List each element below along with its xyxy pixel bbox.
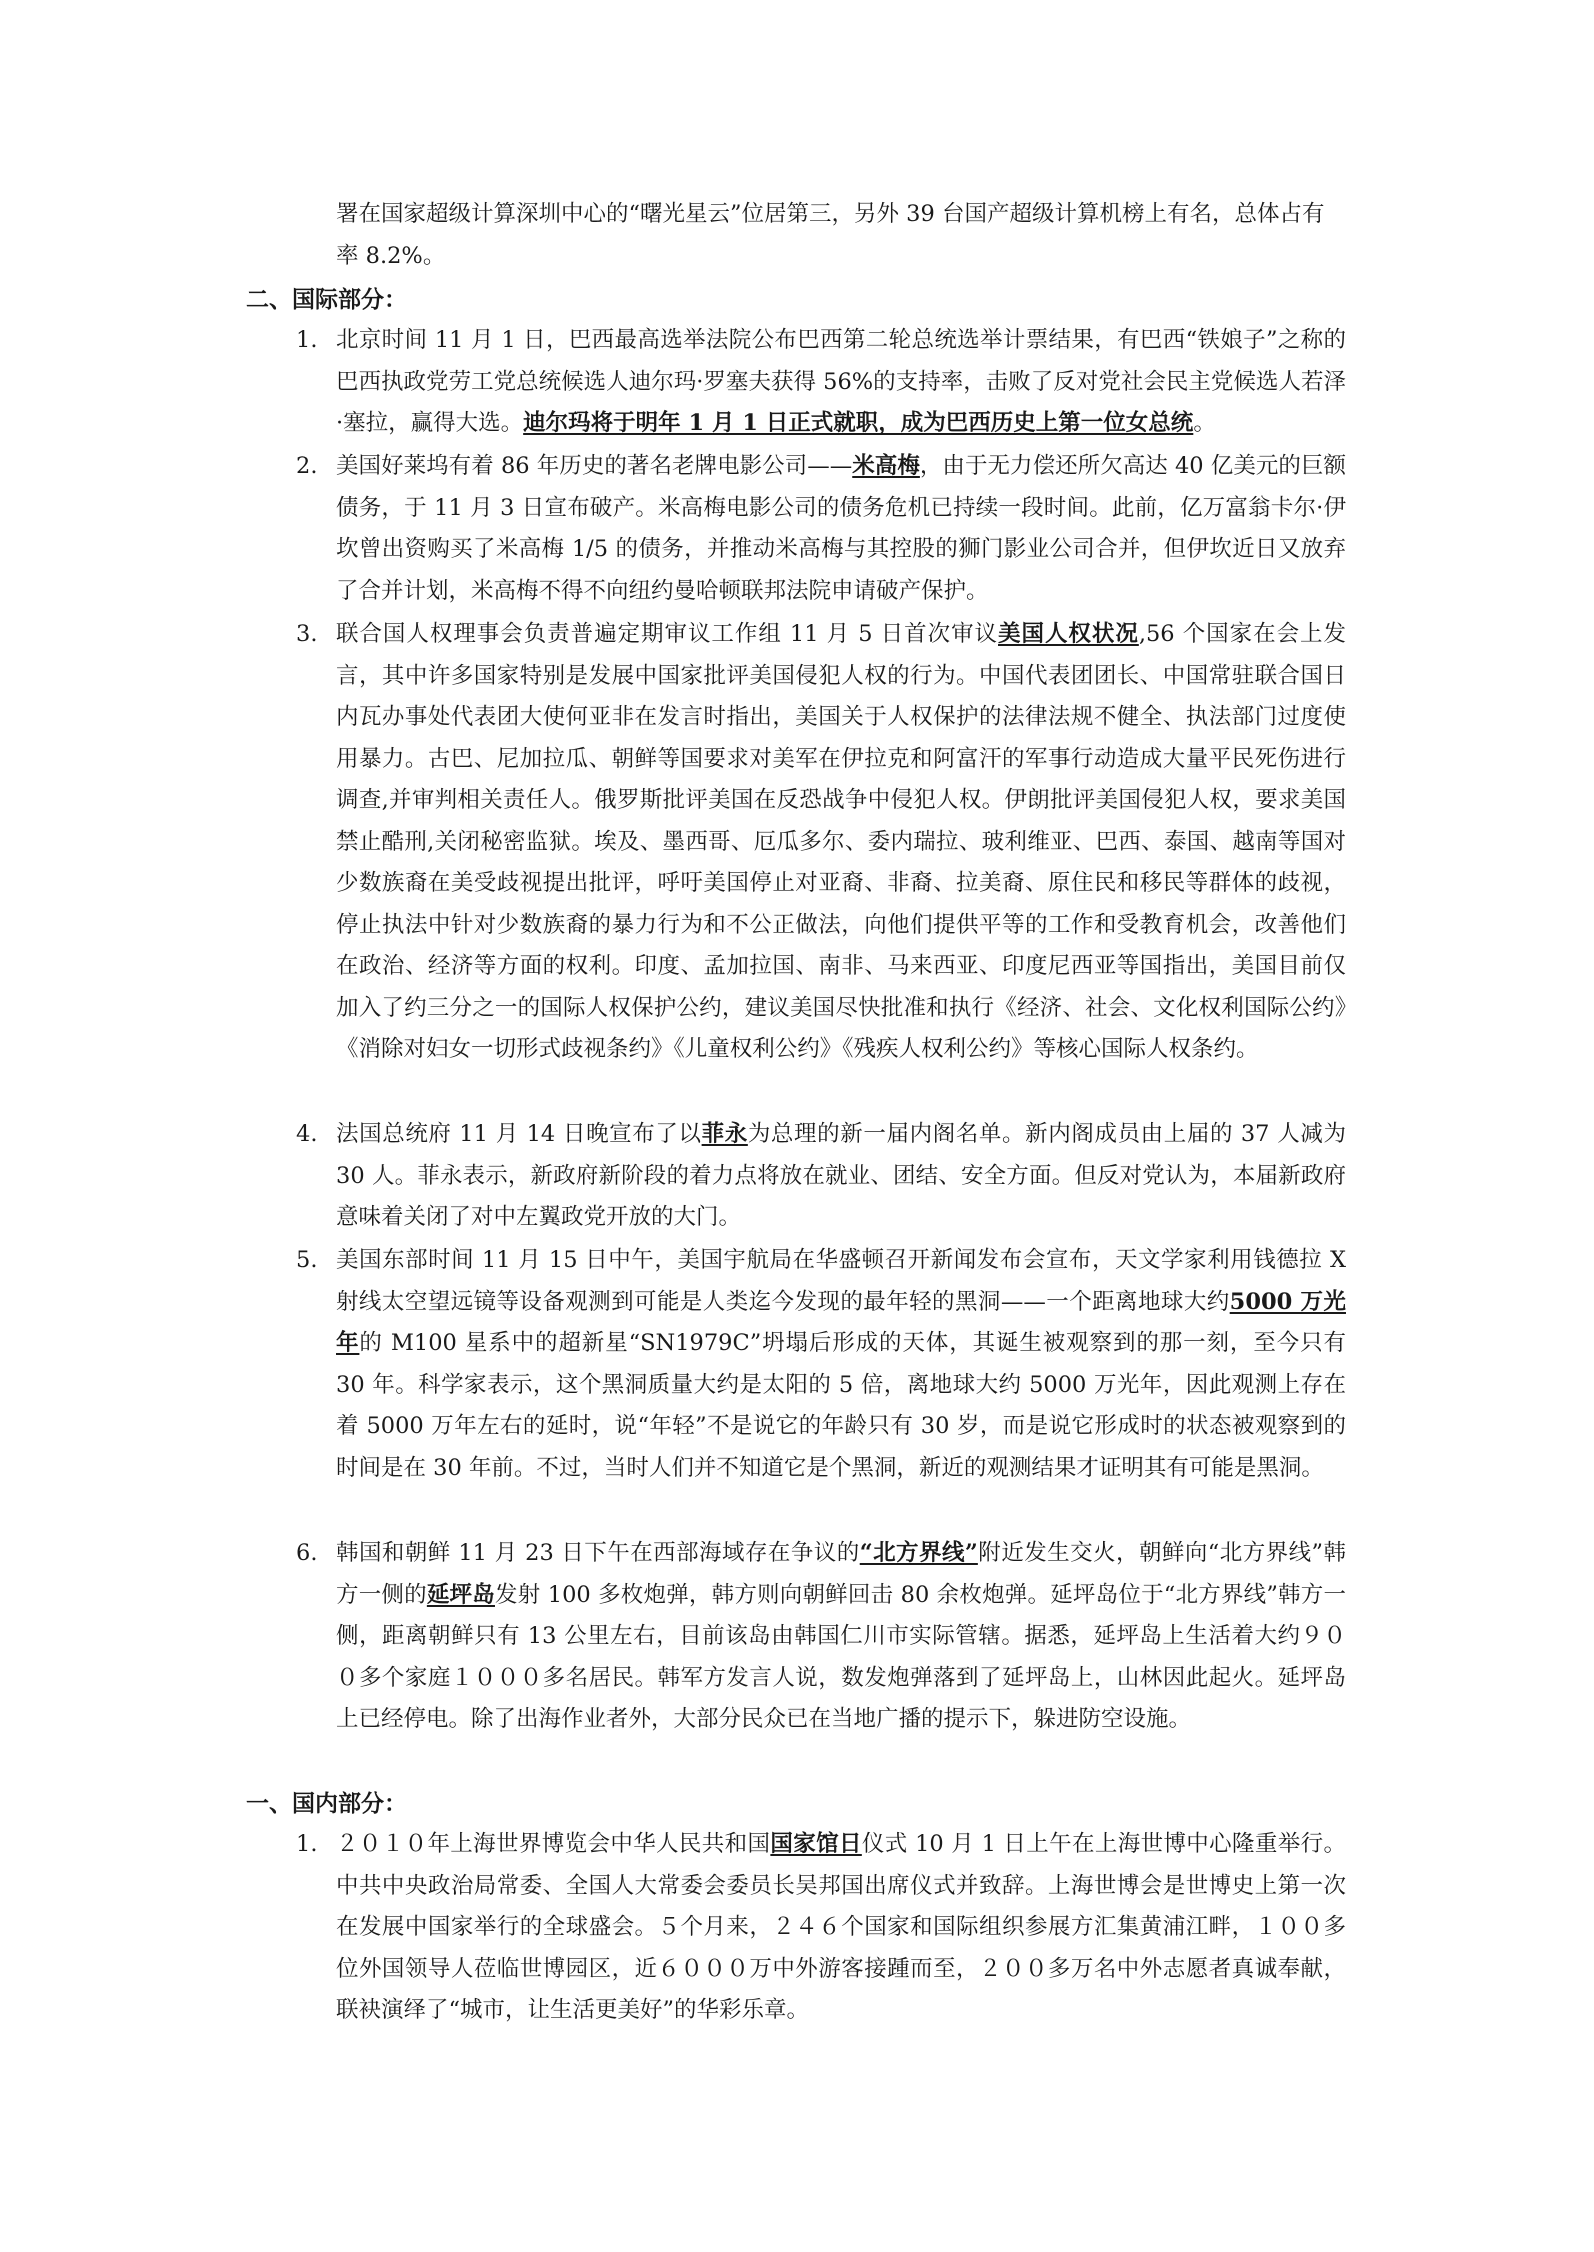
- highlight-text: 美国人权状况: [998, 621, 1139, 647]
- item-number: 2.: [296, 453, 318, 479]
- item-text: 美国好莱坞有着 86 年历史的著名老牌电影公司——米高梅，由于无力偿还所欠高达 40 亿美元的巨额债务，于 11 月 3 日宣布破产。米高梅电影公司的债务危机已持续一段时间。此前，亿万富翁卡尔·伊坎曾出资购买了米高梅 1/5 的债务，并推动米高梅与其控股的狮门影业公司合并，但伊坎近日又放弃了合并计划，米高梅不得不向纽约曼哈顿联邦法院申请破产保护。: [336, 453, 1346, 604]
- item-text: 联合国人权理事会负责普遍定期审议工作组 11 月 5 日首次审议美国人权状况,56 个国家在会上发言，其中许多国家特别是发展中国家批评美国侵犯人权的行为。中国代表团团长、中国常驻联合国日内瓦办事处代表团大使何亚非在发言时指出，美国关于人权保护的法律法规不健全、执法部门过度使用暴力。古巴、尼加拉瓜、朝鲜等国要求对美军在伊拉克和阿富汗的军事行动造成大量平民死伤进行调查,并审判相关责任人。俄罗斯批评美国在反恐战争中侵犯人权。伊朗批评美国侵犯人权，要求美国禁止酷刑,关闭秘密监狱。埃及、墨西哥、厄瓜多尔、委内瑞拉、玻利维亚、巴西、泰国、越南等国对少数族裔在美受歧视提出批评，呼吁美国停止对亚裔、非裔、拉美裔、原住民和移民等群体的歧视，停止执法中针对少数族裔的暴力行为和不公正做法，向他们提供平等的工作和受教育机会，改善他们在政治、经济等方面的权利。印度、孟加拉国、南非、马来西亚、印度尼西亚等国指出，美国目前仅加入了约三分之一的国际人权保护公约，建议美国尽快批准和执行《经济、社会、文化权利国际公约》《消除对妇女一切形式歧视条约》《儿童权利公约》《残疾人权利公约》等核心国际人权条约。: [336, 621, 1346, 1062]
- item-text: ２０１０年上海世界博览会中华人民共和国国家馆日仪式 10 月 1 日上午在上海世博中心隆重举行。中共中央政治局常委、全国人大常委会委员长吴邦国出席仪式并致辞。上海世博会是世博史上第一次在发展中国家举行的全球盛会。５个月来，２４６个国家和国际组织参展方汇集黄浦江畔，１００多位外国领导人莅临世博园区，近６０００万中外游客接踵而至，２００多万名中外志愿者真诚奉献，联袂演绎了“城市，让生活更美好”的华彩乐章。: [336, 1831, 1346, 2023]
- item-text: 韩国和朝鲜 11 月 23 日下午在西部海域存在争议的“北方界线”附近发生交火，朝鲜向“北方界线”韩方一侧的延坪岛发射 100 多枚炮弹，韩方则向朝鲜回击 80 余枚炮弹。延坪岛位于“北方界线”韩方一侧，距离朝鲜只有 13 公里左右，目前该岛由韩国仁川市实际管辖。据悉，延坪岛上生活着大约９００多个家庭１０００多名居民。韩军方发言人说，数发炮弹落到了延坪岛上，山林因此起火。延坪岛上已经停电。除了出海作业者外，大部分民众已在当地广播的提示下，躲进防空设施。: [336, 1540, 1347, 1732]
- list-item: [296, 1824, 1346, 2032]
- list-item: [296, 1533, 1346, 1741]
- list-item: [296, 446, 1346, 612]
- section-heading-international: 二、国际部分：: [246, 286, 407, 313]
- item-number: 1.: [296, 327, 318, 353]
- item-number: 4.: [296, 1121, 318, 1147]
- list-item: [296, 1240, 1346, 1489]
- highlight-text: “北方界线”: [859, 1540, 978, 1566]
- item-number: 3.: [296, 621, 318, 647]
- list-item: [296, 1114, 1346, 1239]
- highlight-text: 菲永: [701, 1121, 748, 1147]
- highlight-text: 迪尔玛将于明年 1 月 1 日正式就职，成为巴西历史上第一位女总统: [523, 410, 1194, 436]
- item-text: 北京时间 11 月 1 日，巴西最高选举法院公布巴西第二轮总统选举计票结果，有巴西“铁娘子”之称的巴西执政党劳工党总统候选人迪尔玛·罗塞夫获得 56%的支持率，击败了反对党社会民主党候选人若泽·塞拉，赢得大选。迪尔玛将于明年 1 月 1 日正式就职，成为巴西历史上第一位女总统。: [336, 327, 1346, 436]
- intro-paragraph: [336, 194, 1346, 277]
- item-number: 1.: [296, 1831, 318, 1857]
- highlight-text: 延坪岛: [426, 1581, 495, 1608]
- item-number: 6.: [296, 1540, 318, 1566]
- item-number: 5.: [296, 1247, 318, 1273]
- highlight-text: 国家馆日: [770, 1831, 862, 1857]
- highlight-text: 5000 万光年: [336, 1288, 1346, 1356]
- list-item: [296, 320, 1346, 445]
- intro-text: 署在国家超级计算深圳中心的“曙光星云”位居第三，另外 39 台国产超级计算机榜上有名，总体占有率 8.2%。: [336, 201, 1325, 269]
- item-text: 法国总统府 11 月 14 日晚宣布了以菲永为总理的新一届内阁名单。新内阁成员由上届的 37 人减为 30 人。菲永表示，新政府新阶段的着力点将放在就业、团结、安全方面。但反对党认为，本届新政府意味着关闭了对中左翼政党开放的大门。: [336, 1121, 1346, 1230]
- section-heading-domestic: 一、国内部分：: [246, 1790, 407, 1817]
- highlight-text: 米高梅: [852, 453, 920, 479]
- list-item: [296, 614, 1346, 1071]
- item-text: 美国东部时间 11 月 15 日中午，美国宇航局在华盛顿召开新闻发布会宣布，天文学家利用钱德拉 X 射线太空望远镜等设备观测到可能是人类迄今发现的最年轻的黑洞——一个距离地球大约5000 万光年的 M100 星系中的超新星“SN1979C”坍塌后形成的天体，其诞生被观察到的那一刻，至今只有 30 年。科学家表示，这个黑洞质量大约是太阳的 5 倍，离地球大约 5000 万光年，因此观测上存在着 5000 万年左右的延时，说“年轻”不是说它的年龄只有 30 岁，而是说它形成时的状态被观察到的时间是在 30 年前。不过，当时人们并不知道它是个黑洞，新近的观测结果才证明其有可能是黑洞。: [336, 1247, 1346, 1481]
